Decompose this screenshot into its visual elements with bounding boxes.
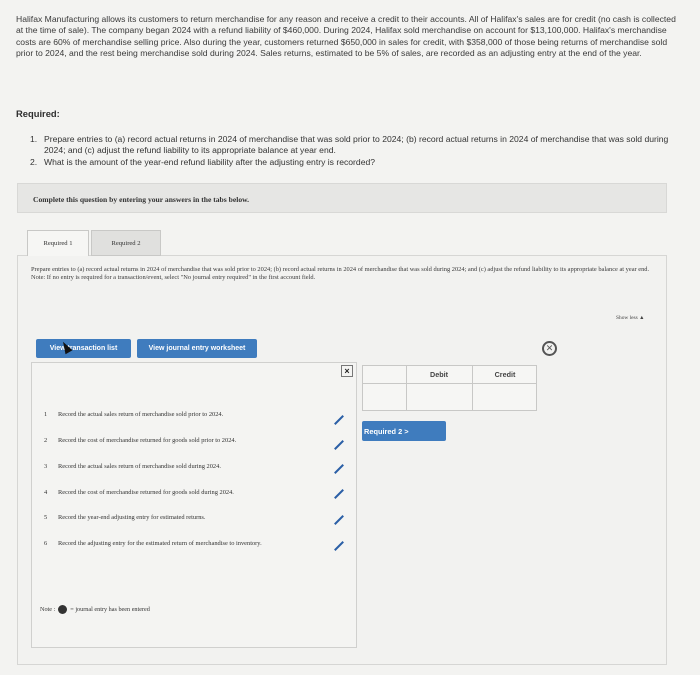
complete-prompt-panel <box>17 183 667 213</box>
transaction-row[interactable] <box>44 463 344 471</box>
instructions-text: Prepare entries to (a) record actual returns in 2024 of merchandise that was sold prior to 2024; (b) record actual returns in 2024 of merchandise that was sold during 2024; and (c) adjust the refund liability to its appropriate balance at year end. <box>31 266 650 273</box>
tab-required-1[interactable]: Required 1 <box>27 230 89 256</box>
transaction-row[interactable] <box>44 411 344 419</box>
transaction-number: 4 <box>44 489 48 496</box>
transaction-row[interactable] <box>44 437 344 445</box>
tab-required-2[interactable]: Required 2 <box>91 230 161 256</box>
requirement-number: 2. <box>30 156 38 167</box>
transaction-number: 1 <box>44 411 48 418</box>
requirement-text: Prepare entries to (a) record actual returns in 2024 of merchandise that was sold prior to 2024; (b) record actual returns in 2024 of merchandise that was sold during 2024; and (c) adjust the refund liability to its appropriate balance at year end. <box>44 134 669 156</box>
transaction-row[interactable] <box>44 514 344 522</box>
problem-text: Halifax Manufacturing allows its customers to return merchandise for any reason and receive a credit to their accounts. All of Halifax's sales are for credit (no cash is collected at the time of sale). The company began 2024 with a refund liability of $460,000. During 2024, Halifax sold merchandise on account for $13,100,000. Halifax's merchandise costs are 60% of merchandise selling price. Also during the year, customers returned $650,000 in sales for credit, with $358,000 of those being returns of merchandise sold prior to 2024, and the rest being merchandise sold during 2024. Sales returns, estimated to be 5% of sales, are recorded as an adjusting entry at the end of the year. <box>16 14 676 59</box>
required-heading: Required: <box>16 108 60 119</box>
transaction-number: 6 <box>44 540 48 547</box>
close-icon[interactable]: ✕ <box>542 341 557 356</box>
transaction-row[interactable] <box>44 489 344 497</box>
show-less-toggle[interactable]: Show less ▲ <box>616 315 645 321</box>
transaction-text: Record the actual sales return of merchandise sold during 2024. <box>58 463 221 470</box>
transaction-number: 3 <box>44 463 48 470</box>
requirement-number: 1. <box>30 134 38 144</box>
instructions <box>31 266 661 282</box>
grid-divider <box>406 366 407 410</box>
requirements-list <box>30 134 670 168</box>
instructions-note: Note: If no entry is required for a transaction/event, select "No journal entry required" in the first account field. <box>31 274 316 282</box>
note-label: Note : <box>40 606 56 613</box>
grid-divider <box>472 366 473 410</box>
transaction-number: 2 <box>44 437 48 444</box>
debit-header: Debit <box>430 370 448 379</box>
transaction-text: Record the cost of merchandise returned for goods sold during 2024. <box>58 489 234 496</box>
transaction-row[interactable] <box>44 540 314 548</box>
view-transaction-list-button[interactable]: View transaction list <box>36 339 131 358</box>
transaction-number: 5 <box>44 514 48 521</box>
transaction-text: Record the adjusting entry for the estimated return of merchandise to inventory. <box>58 540 262 547</box>
requirement-item <box>30 134 670 157</box>
note-legend <box>40 605 150 614</box>
requirement-item <box>30 157 670 168</box>
note-text: = journal entry has been entered <box>70 606 150 613</box>
requirement-text: What is the amount of the year-end refund liability after the adjusting entry is recorded? <box>44 156 376 167</box>
transaction-text: Record the cost of merchandise returned for goods sold prior to 2024. <box>58 437 237 444</box>
view-journal-worksheet-button[interactable]: View journal entry worksheet <box>137 339 257 358</box>
journal-grid <box>362 365 537 411</box>
credit-header: Credit <box>494 370 516 379</box>
transaction-text: Record the year-end adjusting entry for estimated returns. <box>58 514 206 521</box>
entered-dot-icon <box>58 605 67 614</box>
required-2-nav-button[interactable]: Required 2 > <box>362 421 446 441</box>
close-x-icon[interactable]: × <box>341 365 353 377</box>
grid-divider <box>363 383 536 384</box>
transaction-text: Record the actual sales return of merchandise sold prior to 2024. <box>58 411 224 418</box>
complete-prompt: Complete this question by entering your answers in the tabs below. <box>33 195 250 204</box>
tab-bar <box>27 230 161 256</box>
